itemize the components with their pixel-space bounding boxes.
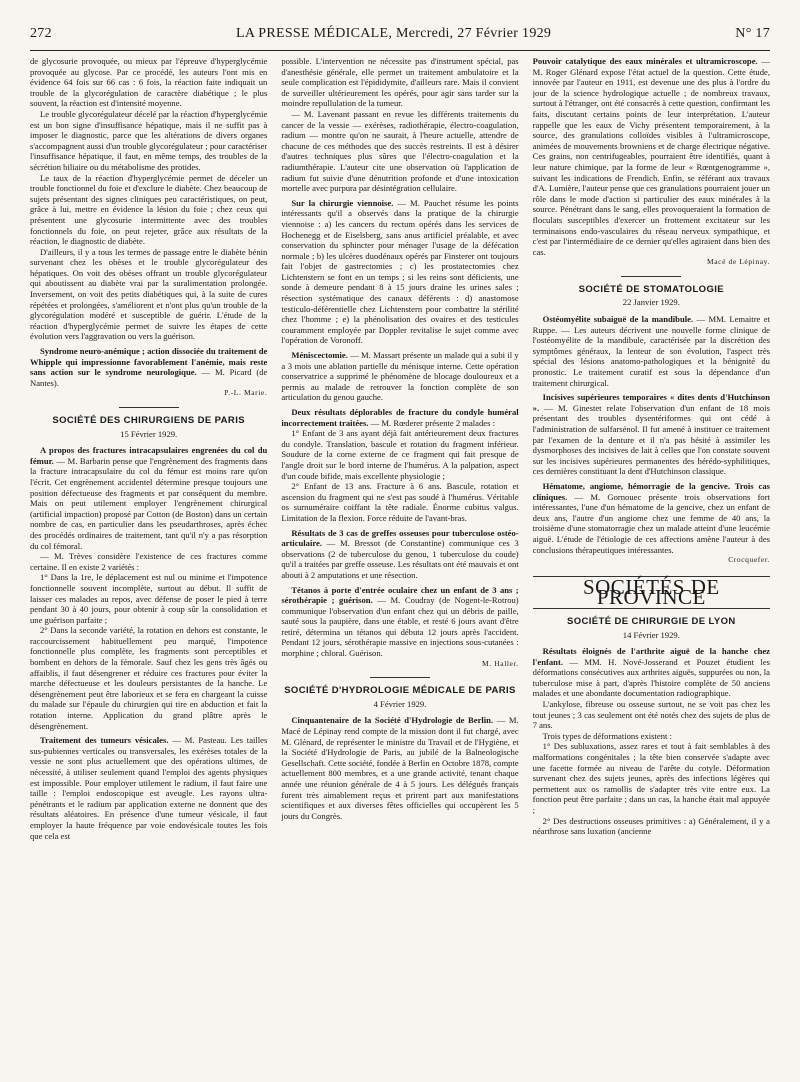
society-title: SOCIÉTÉ DES CHIRURGIENS DE PARIS xyxy=(52,415,245,426)
header-rule xyxy=(30,50,770,51)
society-title: SOCIÉTÉ D'HYDROLOGIE MÉDICALE DE PARIS xyxy=(284,685,516,697)
paragraph: 1° Des subluxations, assez rares et tout à fait semblables à des malformations congénitales ; la tête bien conservée s'adapte avec une facette formée au niveau de l'arête du cotyle. Déformation survenant chez des sujets jeunes, après des infections légères qui permettent aux os ramollis de s'adapter très vite entre eux. La fonction peut être parfaite ; dans un cas, la hanche était mal appuyée ; xyxy=(532,741,770,815)
paragraph-title: Deux résultats déplorables de fracture du condyle huméral incorrectement traitées. xyxy=(281,407,519,428)
paragraph-text: — M. Rœderer présente 2 malades : xyxy=(370,417,495,428)
column-3 xyxy=(533,56,770,1072)
signature: M. Haller. xyxy=(482,658,519,668)
paragraph xyxy=(281,715,518,821)
paragraph-title: Méniscectomie. xyxy=(291,350,348,361)
province-banner: SOCIÉTÉS DE PROVINCE xyxy=(533,576,770,609)
paragraph xyxy=(533,392,770,477)
paragraph-title: Incisives supérieures temporaires « dites dents d'Hutchinson ». xyxy=(532,392,770,413)
signature: Macé de Lépinay. xyxy=(706,257,770,267)
paragraph-title: Résultats éloignés de l'arthrite aiguë de la hanche chez l'enfant. xyxy=(532,646,770,667)
paragraph xyxy=(533,481,770,555)
paragraph xyxy=(30,735,267,841)
paragraph xyxy=(30,346,267,388)
paragraph: — M. Lavenant passant en revue les différents traitements du cancer de la vessie — exérèses, radiothérapie, électro-coagulation, radium — montre qu'on ne saurait, à l'heure actuelle, attendre de chacune de ces méthodes que des succès restreints. Il est à désirer d'autres techniques plus sûres que l'électro-coagulation et la radiumthérapie. L'auteur cite une observation où l'application de radium fut suivie d'une dénutrition profonde et d'une intoxication mortelle avec purpura par désintégration cellulaire. xyxy=(281,108,519,194)
paragraph xyxy=(30,445,267,551)
signature: P.-L. Marie. xyxy=(224,388,268,398)
paragraph-title: Ostéomyélite subaiguë de la mandibule. xyxy=(542,314,694,325)
column-2 xyxy=(281,56,518,1072)
paragraph: 2° Dans la seconde variété, la rotation en dehors est constante, le raccourcissement habituellement peu marqué, l'impotence fonctionnelle plus complète, les fragments sont perceptibles et bombent en dehors de la fémorale. Sauf chez les gens très âgés ou affaiblis, il faut désengrener et réduire ces fractures pour éviter la marche défectueuse et les douleurs persistantes de la hanche. Le désengrènement peut être laborieux et se fera en chargeant la cuisse du malade sur l'épaule du chirurgien qui tire en abduction et fait la rotation interne. Application du grand plâtre après le désengrènement. xyxy=(30,625,268,731)
column-1 xyxy=(30,56,267,1072)
paragraph: — M. Trèves considère l'existence de ces fractures comme certaine. Il en existe 2 variétés : xyxy=(30,551,268,572)
paragraph-text: — M. Massart présente un malade qui a subi il y a 3 mois une ablation partielle du ménisque interne. Cette opération conservatrice a supprimé le phénomène de blocage douloureux et a permis au malade de retrouver la fonction complète de son articulation du genou gauche. xyxy=(281,350,519,403)
paragraph: D'ailleurs, il y a tous les termes de passage entre le diabète bénin survenant chez les obèses et le trouble glycorégulateur des hépatiques. On voit des obèses offrant un trouble glycorégulateur qui aboutissent au diabète vrai par la suralimentation prolongée. Inversement, on voit des petits diabétiques qui, à la suite de cures répétées et prolongées, s'améliorent et n'ont plus qu'un trouble de la glycorégulation modéré et susceptible de guérir. L'étude de la réaction d'hyperglycémie permet de suivre les étapes de cette évolution vers l'aggravation ou vers la guérison. xyxy=(30,246,268,342)
paragraph-text: — M. Ginestet relate l'observation d'un enfant de 18 mois présentant des troubles dysentériformes qui ont cédé à l'administration de sulfarsénol. Il fut amené à instituer ce traitement par l'examen de la denture et il n'a pas hésité à assimiler les dysmorphoses des incisives de lait à celles que l'on constate souvent sur les incisives supérieures permanentes des hérédo-syphilitiques, ces dernières constituant la dent d'Hutchinson classique. xyxy=(532,402,770,477)
paragraph-title: Traitement des tumeurs vésicales. xyxy=(40,735,169,746)
divider xyxy=(119,407,179,408)
paragraph-text: — MM. H. Nové-Josserand et Pouzet étudient les déformations consécutives aux arthrites aiguës, suppurées ou non, la tuberculose mise à part, d'après l'histoire complète de 50 anciens malades et une abondante documentation radiographique. xyxy=(532,656,770,699)
paragraph-text: — M. Macé de Lépinay rend compte de la mission dont il fut chargé, avec M. Glénard, de représenter le ministre du Travail et de l'Hygiène, et la Société d'Hydrologie de Paris, au jubilé de la Balneologische Gesellschaft. Cette société, fondée à Berlin en Octobre 1878, compte actuellement 800 membres, et a une grande activité, tenant chaque année une réunion générale de 4 à 5 jours. Les délégués français furent très aimablement reçus et prirent part aux manifestations scientifiques et aux diverses fêtes officielles qui occupèrent les 5 jours du Congrès. xyxy=(281,715,519,821)
paragraph xyxy=(533,56,770,257)
paragraph-text: — M. Bressot (de Constantine) communique ces 3 observations (2 de tuberculose du genou, 1 tuberculose du coude) qu'il a traitées par greffe osseuse. Les résultats ont été mauvais et ont abouti à 2 amputations et une résection. xyxy=(281,538,519,580)
society-title: SOCIÉTÉ DE CHIRURGIE DE LYON xyxy=(566,615,736,627)
divider xyxy=(621,276,681,277)
page-header xyxy=(30,26,770,48)
divider xyxy=(370,677,430,678)
paragraph-title: Cinquantenaire de la Société d'Hydrologie de Berlin. xyxy=(291,715,494,726)
paragraph: L'ankylose, fibreuse ou osseuse surtout, ne se voit pas chez les tout jeunes ; 3 cas seulement ont été notés chez des sujets de plus de 7 ans. xyxy=(532,699,770,731)
paragraph-title: Pouvoir catalytique des eaux minérales et ultramicroscope. xyxy=(532,56,758,66)
paragraph-title: Syndrome neuro-anémique ; action dissociée du traitement de Whipple qui impressionne favorablement l'anémie, mais reste sans action sur le syndrome neurologique. xyxy=(30,346,268,378)
paragraph-text: — M. Roger Glénard expose l'état actuel de la question. Cette étude, innovée par l'auteur en 1911, est devenue une des plus à l'ordre du jour de la science hydrologique actuelle ; de nombreux travaux, surtout à l'étranger, ont été consacrés à cette question, confirmant les faits, discutant certains points de leur interprétation. L'auteur rappelle que les eaux de Vichy présentent temporairement, à la source, des granulations colloïdes visibles à l'ultramicroscope, animées de mouvements browniens et de charge électrique négative. Ces grains, non centrifugeables, pourraient être identifiés, quant à leur nature chimique, par la forme de leur « Rœntgenogramme », suivant les indications de Frendich. Enfin, se référant aux travaux d'A. Lumière, l'auteur pense que ces granulations pourraient jouer un rôle dans le mode d'action si particulier des eaux minérales à la source. Pénétrant dans le sang, elles provoqueraient la formation de floculats susceptibles d'exercer un frottement excitateur sur les terminaisons endo-vasculaires du réseau nerveux sympathique, et c'est par l'intermédiaire de ce dernier qu'elles agiraient dans bien des cas. xyxy=(532,56,770,257)
article-columns xyxy=(30,56,770,1072)
paragraph-text: — MM. Lemaitre et Ruppe. — Les auteurs décrivent une nouvelle forme clinique de l'ostéomyélite de la mandibule, caractérisée par la discrétion des symptômes généraux, la lenteur de son évolution, l'aspect très spécial des lésions anatomo-pathologiques et la bénignité du pronostic. Le traitement curatif est sous la dépendance d'un traitement chirurgical. xyxy=(532,314,770,388)
paragraph-title: Hématome, angiome, hémorragie de la gencive. Trois cas cliniques. xyxy=(532,480,770,502)
paragraph: 2° Des destructions osseuses primitives : a) Généralement, il y a néarthrose sans luxation (ancienne xyxy=(532,815,770,837)
paragraph xyxy=(281,407,518,428)
society-date: 14 Février 1929. xyxy=(622,629,680,640)
society-date: 4 Février 1929. xyxy=(373,698,427,709)
paragraph xyxy=(281,528,518,581)
paragraph-title: Résultats de 3 cas de greffes osseuses pour tuberculose ostéo-articulaire. xyxy=(281,527,519,549)
journal-title: LA PRESSE MÉDICALE, Mercredi, 27 Février 1929 xyxy=(235,26,552,41)
paragraph xyxy=(533,646,770,699)
paragraph: Trois types de déformations existent : xyxy=(542,730,672,741)
paragraph-text: — M. Pasteau. Les tailles sus-pubiennes verticales ou transversales, les exérèses totales de la vessie ne sont plus actuellement que des opérations ultimes, de nécessité, à utiliser seulement quand l'emploi des agents physiques est impossible. Pour employer utilement le radium, il faut faire une taille : l'emploi endoscopique est aveugle. Les rayons ultra-pénétrants et le radium par application externe ne donnent que des résultats aléatoires. En présence d'une tumeur vésicale, il faut employer la haute fréquence par voie endovésicale toutes les fois que cela est xyxy=(30,735,268,841)
paragraph-title: Sur la chirurgie viennoise. xyxy=(291,197,394,208)
paragraph-text: — M. Coudray (de Nogent-le-Rotrou) communique l'observation d'un enfant chez qui un débris de paille, sauté sous la paupière, dans une étable, et resté 6 jours avant d'être retiré, détermina un tétanos qui débuta 12 jours après l'accident. Pendant 12 jours, sérothérapie massive en injections sous-cutanées : morphine ; chloral. Guérison. xyxy=(281,595,519,659)
paragraph: Le trouble glycorégulateur décelé par la réaction d'hyperglycémie est un bon signe d'insuffisance hépatique, mais il ne suffit pas à imposer le diagnostic, parce que les altérations de divers organes s'accompagnent aussi d'un trouble glycorégulateur ; pour caractériser l'insuffisance hépatique, il faut, en même temps, des troubles de la sécrétion biliaire ou du métabolisme des protides. xyxy=(30,108,268,172)
signature: Crocquefer. xyxy=(728,555,770,565)
paragraph-title: A propos des fractures intracapsulaires engrenées du col du fémur. xyxy=(30,445,268,466)
paragraph-title: Tétanos à porte d'entrée oculaire chez un enfant de 3 ans ; sérothérapie ; guérison. xyxy=(281,584,519,606)
issue-number: N° 17 xyxy=(735,26,770,41)
paragraph xyxy=(281,585,518,659)
paragraph-text: — M. Gornouec présente trois observations fort intéressantes, l'une d'un hématome de la gencive, chez un enfant de deux ans, l'autre d'un angiome chez une femme de 40 ans, la troisième d'une stomatorragie chez un malade atteint d'une leucémie aiguë. L'étude de l'étiologie de ces affections amène l'auteur à des conclusions thérapeutiques intéressantes. xyxy=(532,491,770,555)
paragraph: 1° Dans la 1re, le déplacement est nul ou minime et l'impotence fonctionnelle souvent incomplète, surtout au début. Il suffit de laisser ces malades au repos, avec défense de poser le pied à terre pendant 30 à 40 jours, pour obtenir à coup sûr la consolidation et une guérison parfaite ; xyxy=(30,572,268,625)
society-date: 15 Février 1929. xyxy=(120,428,178,439)
society-title: SOCIÉTÉ DE STOMATOLOGIE xyxy=(578,283,725,295)
page-number: 272 xyxy=(30,26,52,41)
paragraph: 1° Enfant de 3 ans ayant déjà fait antérieurement deux fractures du condyle. Translation, bascule et rotation du fragment inférieur. Soudure de la corne externe de ce fragment qui fait presque de l'angle droit sur le bord interne de l'humérus. A la palpation, aspect d'un coude bifide, mais excellente physiologie ; xyxy=(281,428,519,481)
paragraph: 2° Enfant de 13 ans. Fracture à 6 ans. Bascule, rotation et ascension du fragment qui ne s'est pas soudé à l'humérus. Véritable os surnuméraire coiffant la tête radiale. Énorme cubitus valgus. Limitation de la flexion. Force réduite de l'avant-bras. xyxy=(281,481,519,523)
paragraph xyxy=(533,314,770,388)
society-date: 22 Janvier 1929. xyxy=(622,297,680,308)
paragraph xyxy=(281,198,518,346)
paragraph-text: — M. Pauchet résume les points intéressants qu'il a observés dans la pratique de la chirurgie viennoise : a) les cancers du rectum opérés dans les services de Hochenegg et de Eiselsberg, sans anus artificiel préalable, et avec conservation du sphincter pour ménager l'usage de la défécation normale ; b) les ulcères duodénaux opérés par Finsterer ont toujours fait l'objet de gastrectomies ; c) les prostatectomies chez Lichtenstern se font en un temps ; si les reins sont déficients, une sonde à demeure pendant 8 à 15 jours draine les urines sales ; résection systématique des canaux déférents : d) anastomose testiculo-déférentielle chez Lichtenstern pour combattre la stérilité chez l'homme ; e) la phénolisation des ovaires et des testicules couramment employée par Doppler revitalise le sujet comme avec l'opération de Voronoff. xyxy=(281,197,519,346)
author: — M. Picard (de Nantes). xyxy=(30,367,268,388)
paragraph-text: — M. Barbarin pense que l'engrènement des fragments dans la fracture intracapsulaire du col du fémur est moins rare qu'on l'écrit. Cet engrènement accidentel détermine presque toujours une position défectueuse des fragments et par conséquent du membre. Mais on peut utilement employer l'engrènement chirurgical (artificial impaction) proposé par Cotton (de Boston) dans un certain nombre de cas, en particulier dans les pseudarthroses, après échec des procédés ordinaires de traitement, tant qu'il n'y a pas résorption du col fémoral. xyxy=(30,455,268,551)
paragraph: possible. L'intervention ne nécessite pas d'instrument spécial, pas d'anesthésie générale, elle permet un traitement ambulatoire et la seule complication est l'épididymite, d'ailleurs rare. Mais il convient de surveiller ultérieurement les opérés, pour agir sans tarder sur la moindre repullulation de la tumeur. xyxy=(281,56,519,109)
paragraph: Le taux de la réaction d'hyperglycémie permet de déceler un trouble fonctionnel du foie et d'exclure le diabète. Chez beaucoup de sujets présentant des signes cliniques peu caractéristiques, on peut, grâce à lui, mettre en évidence la lésion du foie ; chez ceux qui présentent une glycosurie intermittente avec des troubles fonctionnels du foie, on peut rejeter, grâce aux résultats de la réaction, le diagnostic de diabète. xyxy=(30,172,268,247)
paragraph: de glycosurie provoquée, ou mieux par l'épreuve d'hyperglycémie provoquée au glycose. Par ce procédé, les auteurs l'ont mis en évidence 64 fois sur 66 cas : 6 fois, la réaction faite indiquait un trouble de la glycorégulation de caractère diabétique ; le plus souvent, la réaction est d'intensité moyenne. xyxy=(30,56,268,109)
paragraph xyxy=(281,350,518,403)
